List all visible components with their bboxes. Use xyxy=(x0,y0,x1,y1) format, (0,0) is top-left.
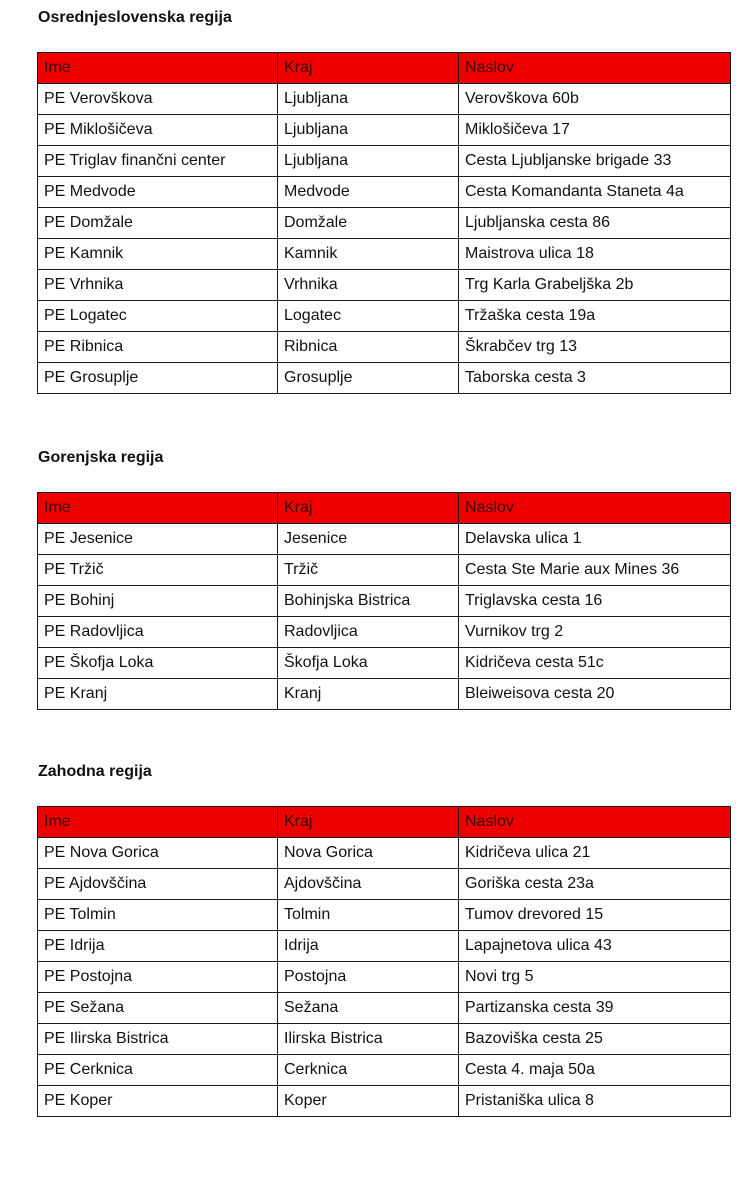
cell-kraj: Kranj xyxy=(278,679,459,710)
cell-naslov: Lapajnetova ulica 43 xyxy=(459,931,731,962)
cell-ime: PE Koper xyxy=(38,1086,278,1117)
table-row xyxy=(38,931,731,962)
cell-kraj: Cerknica xyxy=(278,1055,459,1086)
table-row xyxy=(38,869,731,900)
table-row xyxy=(38,332,731,363)
cell-naslov: Škrabčev trg 13 xyxy=(459,332,731,363)
cell-kraj: Bohinjska Bistrica xyxy=(278,586,459,617)
cell-kraj: Logatec xyxy=(278,301,459,332)
table-row xyxy=(38,900,731,931)
cell-naslov: Vurnikov trg 2 xyxy=(459,617,731,648)
cell-ime: PE Domžale xyxy=(38,208,278,239)
table-row xyxy=(38,679,731,710)
cell-ime: PE Jesenice xyxy=(38,524,278,555)
table-row xyxy=(38,1055,731,1086)
column-header-kraj: Kraj xyxy=(278,493,459,524)
table-row xyxy=(38,617,731,648)
cell-naslov: Delavska ulica 1 xyxy=(459,524,731,555)
cell-kraj: Ljubljana xyxy=(278,146,459,177)
cell-naslov: Taborska cesta 3 xyxy=(459,363,731,394)
cell-ime: PE Bohinj xyxy=(38,586,278,617)
cell-naslov: Bazoviška cesta 25 xyxy=(459,1024,731,1055)
cell-naslov: Novi trg 5 xyxy=(459,962,731,993)
cell-naslov: Bleiweisova cesta 20 xyxy=(459,679,731,710)
column-header-ime: Ime xyxy=(38,807,278,838)
cell-naslov: Cesta Ste Marie aux Mines 36 xyxy=(459,555,731,586)
cell-kraj: Škofja Loka xyxy=(278,648,459,679)
table-row xyxy=(38,1086,731,1117)
cell-kraj: Vrhnika xyxy=(278,270,459,301)
cell-kraj: Ribnica xyxy=(278,332,459,363)
branch-table-gorenjska xyxy=(37,492,731,710)
cell-kraj: Ljubljana xyxy=(278,115,459,146)
cell-kraj: Idrija xyxy=(278,931,459,962)
cell-ime: PE Grosuplje xyxy=(38,363,278,394)
cell-naslov: Kidričeva cesta 51c xyxy=(459,648,731,679)
cell-ime: PE Medvode xyxy=(38,177,278,208)
table-row xyxy=(38,270,731,301)
column-header-ime: Ime xyxy=(38,53,278,84)
branch-table-osrednjeslovenska xyxy=(37,52,731,394)
cell-naslov: Ljubljanska cesta 86 xyxy=(459,208,731,239)
cell-naslov: Pristaniška ulica 8 xyxy=(459,1086,731,1117)
table-row xyxy=(38,239,731,270)
cell-ime: PE Škofja Loka xyxy=(38,648,278,679)
cell-naslov: Triglavska cesta 16 xyxy=(459,586,731,617)
cell-kraj: Kamnik xyxy=(278,239,459,270)
table-row xyxy=(38,363,731,394)
cell-ime: PE Verovškova xyxy=(38,84,278,115)
table-row xyxy=(38,555,731,586)
table-row xyxy=(38,208,731,239)
cell-naslov: Partizanska cesta 39 xyxy=(459,993,731,1024)
cell-naslov: Miklošičeva 17 xyxy=(459,115,731,146)
column-header-kraj: Kraj xyxy=(278,807,459,838)
cell-kraj: Postojna xyxy=(278,962,459,993)
cell-ime: PE Kranj xyxy=(38,679,278,710)
cell-naslov: Cesta Komandanta Staneta 4a xyxy=(459,177,731,208)
cell-naslov: Maistrova ulica 18 xyxy=(459,239,731,270)
table-header-row xyxy=(38,493,731,524)
cell-kraj: Medvode xyxy=(278,177,459,208)
cell-ime: PE Cerknica xyxy=(38,1055,278,1086)
column-header-naslov: Naslov xyxy=(459,493,731,524)
cell-kraj: Nova Gorica xyxy=(278,838,459,869)
cell-kraj: Jesenice xyxy=(278,524,459,555)
cell-ime: PE Ajdovščina xyxy=(38,869,278,900)
cell-ime: PE Vrhnika xyxy=(38,270,278,301)
table-row xyxy=(38,586,731,617)
cell-ime: PE Triglav finančni center xyxy=(38,146,278,177)
cell-ime: PE Idrija xyxy=(38,931,278,962)
column-header-kraj: Kraj xyxy=(278,53,459,84)
cell-kraj: Tržič xyxy=(278,555,459,586)
table-row xyxy=(38,838,731,869)
cell-ime: PE Miklošičeva xyxy=(38,115,278,146)
cell-naslov: Tržaška cesta 19a xyxy=(459,301,731,332)
cell-ime: PE Tolmin xyxy=(38,900,278,931)
column-header-naslov: Naslov xyxy=(459,53,731,84)
branch-table-zahodna xyxy=(37,806,731,1117)
table-row xyxy=(38,301,731,332)
cell-ime: PE Postojna xyxy=(38,962,278,993)
table-row xyxy=(38,84,731,115)
cell-naslov: Goriška cesta 23a xyxy=(459,869,731,900)
table-header-row xyxy=(38,53,731,84)
cell-kraj: Koper xyxy=(278,1086,459,1117)
table-row xyxy=(38,993,731,1024)
cell-ime: PE Sežana xyxy=(38,993,278,1024)
column-header-naslov: Naslov xyxy=(459,807,731,838)
region-title-zahodna: Zahodna regija xyxy=(38,763,152,780)
cell-kraj: Sežana xyxy=(278,993,459,1024)
cell-ime: PE Ilirska Bistrica xyxy=(38,1024,278,1055)
table-row xyxy=(38,962,731,993)
table-row xyxy=(38,524,731,555)
table-row xyxy=(38,648,731,679)
cell-ime: PE Radovljica xyxy=(38,617,278,648)
cell-naslov: Kidričeva ulica 21 xyxy=(459,838,731,869)
cell-naslov: Cesta 4. maja 50a xyxy=(459,1055,731,1086)
cell-kraj: Tolmin xyxy=(278,900,459,931)
cell-kraj: Ajdovščina xyxy=(278,869,459,900)
table-row xyxy=(38,146,731,177)
table-row xyxy=(38,115,731,146)
cell-kraj: Ilirska Bistrica xyxy=(278,1024,459,1055)
cell-ime: PE Kamnik xyxy=(38,239,278,270)
cell-kraj: Ljubljana xyxy=(278,84,459,115)
cell-naslov: Tumov drevored 15 xyxy=(459,900,731,931)
cell-naslov: Cesta Ljubljanske brigade 33 xyxy=(459,146,731,177)
table-row xyxy=(38,177,731,208)
table-row xyxy=(38,1024,731,1055)
cell-kraj: Domžale xyxy=(278,208,459,239)
column-header-ime: Ime xyxy=(38,493,278,524)
region-title-gorenjska: Gorenjska regija xyxy=(38,449,164,466)
table-header-row xyxy=(38,807,731,838)
cell-ime: PE Ribnica xyxy=(38,332,278,363)
cell-naslov: Verovškova 60b xyxy=(459,84,731,115)
cell-kraj: Radovljica xyxy=(278,617,459,648)
cell-naslov: Trg Karla Grabeljška 2b xyxy=(459,270,731,301)
region-title-osrednjeslovenska: Osrednjeslovenska regija xyxy=(38,9,232,26)
cell-kraj: Grosuplje xyxy=(278,363,459,394)
cell-ime: PE Tržič xyxy=(38,555,278,586)
cell-ime: PE Logatec xyxy=(38,301,278,332)
cell-ime: PE Nova Gorica xyxy=(38,838,278,869)
